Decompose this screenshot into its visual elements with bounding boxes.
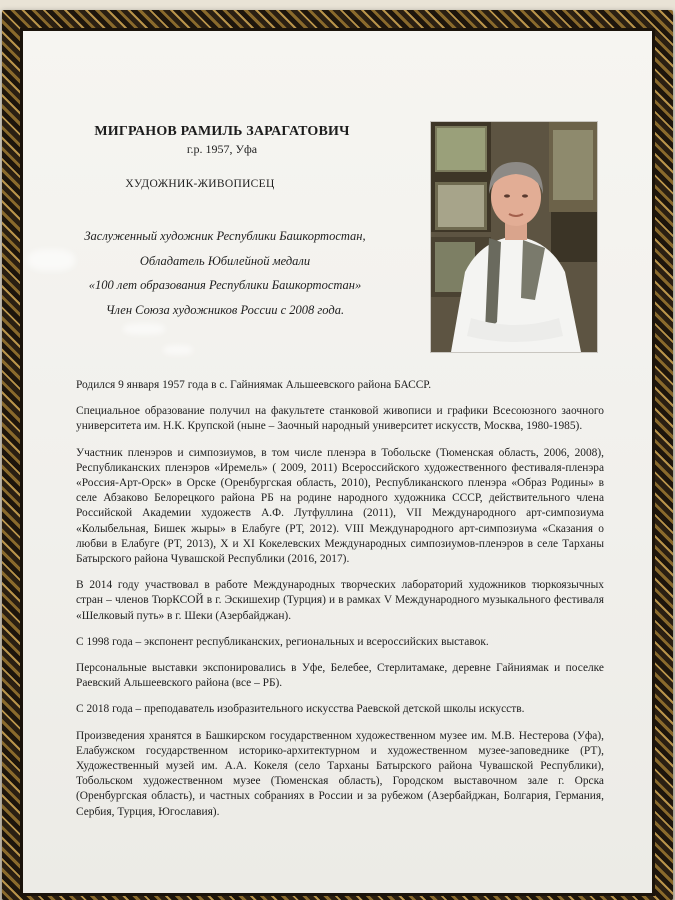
bio-paragraph: С 2018 года – преподаватель изобразительного искусства Раевской детской школы искусств. xyxy=(76,703,525,716)
bio-paragraph: С 1998 года – экспонент республиканских, региональных и всероссийских выставок. xyxy=(76,635,489,648)
artist-profession: ХУДОЖНИК-ЖИВОПИСЕЦ xyxy=(125,178,275,190)
bio-paragraph: Участник пленэров и симпозиумов, в том числе пленэра в Тобольске (Тюменская область, 2006, 2008), Республиканских пленэров «Иремель» ( 2009, 2011) Всероссийского художественного фестиваля-пленэра «Россия-Арт-Орск» в Орске (Оренбургская область, 2010), Республиканского пленэра «Образ Родины» в селе Абзаково Белорецкого района РБ на родине народного художника СССР, действительного члена Российской Академии художеств А.Ф. Лутфуллина (2011), VII Международного арт-симпозиума «Колыбельная, Бишек жыры» в Елабуге (РТ, 2012). VIII Международного арт-симпозиума «Сказания о любви в Елабуге (РТ, 2013), X и XI Кокелевских Международных симпозиумов-пленэров в селе Тарханы Батырского района Чувашской Республики (2016, 2017). xyxy=(76,446,604,566)
title-line: Заслуженный художник Республики Башкортостан, xyxy=(84,229,366,243)
honorary-titles xyxy=(70,224,380,323)
glass-glare xyxy=(163,345,193,355)
glass-glare xyxy=(27,249,75,271)
bio-paragraph: Произведения хранятся в Башкирском государственном художественном музее им. М.В. Нестерова (Уфа), Елабужском государственном историко-архитектурном и художественном музее-заповеднике (РТ), Художественный музей им. А.А. Кокеля (село Тарханы Батырского района Чувашской Республики), Тобольском художественном музее (Тюменская область), Городском выставочном зале г. Орска (Оренбургская область), и частных собраниях в России и за рубежом (Азербайджан, Болгария, Германия, Сербия, Турция, Югославия). xyxy=(76,729,604,818)
title-line: Член Союза художников России с 2008 года. xyxy=(105,303,345,318)
bio-paragraph: Персональные выставки экспонировались в Уфе, Белебее, Стерлитамаке, деревне Гайниямак и поселке Раевский Альшеевского района (все – РБ). xyxy=(76,662,604,690)
bio-paragraph: В 2014 году участвовал в работе Международных творческих лабораторий художников тюркоязычных стран – членов ТюрКСОЙ в г. Эскишехир (Турция) и в рамках V Международного музыкального фестиваля «Шелковый путь» в г. Шеки (Азербайджан). xyxy=(76,579,604,622)
title-line: Обладатель Юбилейной медали xyxy=(139,253,311,268)
biography xyxy=(76,378,604,831)
bio-paragraph: Родился 9 января 1957 года в с. Гайниямак Альшеевского района БАССР. xyxy=(76,379,432,391)
bio-paragraph: Специальное образование получил на факультете станковой живописи и графики Всесоюзного заочного университета им. Н.К. Крупской (ныне – Заочный народный университет искусств, Москва, 1980-1985). xyxy=(76,405,604,433)
artist-name: МИГРАНОВ РАМИЛЬ ЗАРАГАТОВИЧ xyxy=(94,124,350,139)
glass-glare xyxy=(123,323,165,335)
artist-portrait-photo xyxy=(430,121,598,353)
title-line: «100 лет образования Республики Башкортостан» xyxy=(88,278,362,293)
artist-birth: г.р. 1957, Уфа xyxy=(186,142,258,156)
